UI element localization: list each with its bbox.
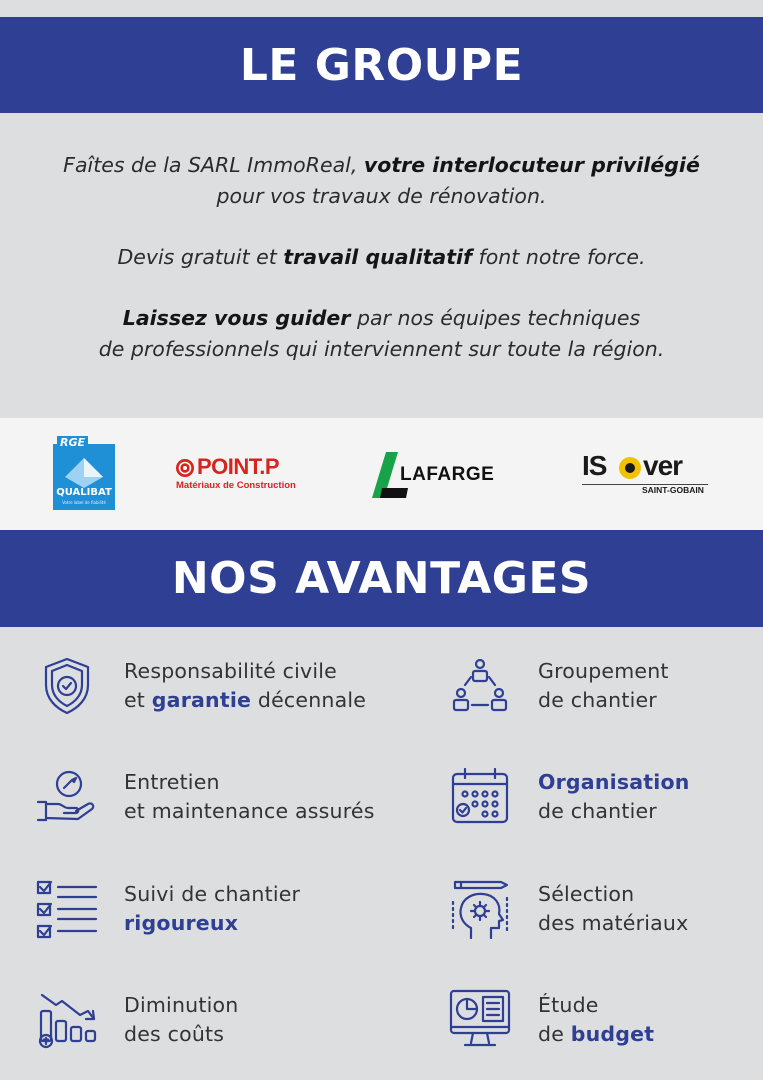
lafarge-name: LAFARGE — [400, 464, 495, 485]
advantage-budget-text: Étude de budget — [538, 993, 655, 1046]
advantage-responsabilite — [36, 655, 376, 717]
advantage-selection — [449, 878, 729, 940]
checklist-icon — [36, 878, 98, 940]
calendar-icon — [449, 766, 511, 828]
pointp-name: POINT.P — [197, 454, 280, 479]
advantage-budget — [449, 989, 729, 1051]
isover-name-start: IS — [582, 450, 607, 481]
cost-decrease-icon — [36, 989, 98, 1051]
le-groupe-title: LE GROUPE — [239, 39, 524, 91]
advantage-organisation — [449, 766, 729, 828]
pointp-emblem-icon — [175, 458, 195, 478]
advantage-suivi-text: Suivi de chantier rigoureux — [124, 882, 301, 935]
le-groupe-banner — [0, 17, 763, 113]
qualibat-logo — [53, 436, 115, 510]
advantage-entretien — [36, 766, 396, 828]
isover-tagline: SAINT-GOBAIN — [642, 485, 704, 495]
advantage-entretien-text: Entretien et maintenance assurés — [124, 770, 375, 823]
advantage-diminution — [36, 989, 376, 1051]
advantage-groupement — [449, 655, 729, 717]
intro-text — [0, 150, 763, 395]
lafarge-logo — [372, 452, 514, 500]
qualibat-tagline: Votre label de fiabilité — [62, 500, 106, 505]
head-gear-icon — [449, 878, 511, 940]
shield-check-icon — [36, 655, 98, 717]
budget-monitor-icon — [449, 989, 511, 1051]
advantage-suivi — [36, 878, 376, 940]
advantage-groupement-text: Groupement de chantier — [538, 659, 669, 712]
team-network-icon — [449, 655, 511, 717]
pointp-logo — [175, 456, 311, 496]
intro-paragraph-3: Laissez vous guider par nos équipes techniques de professionnels qui interviennent sur toute la région. — [98, 306, 665, 361]
isover-logo — [582, 450, 712, 498]
isover-sun-icon — [618, 456, 642, 480]
qualibat-name: QUALIBAT — [56, 487, 112, 498]
advantage-selection-text: Sélection des matériaux — [538, 882, 689, 935]
partner-logos-band — [0, 418, 763, 530]
advantage-organisation-text: Organisation de chantier — [538, 770, 690, 823]
intro-paragraph-2: Devis gratuit et travail qualitatif font notre force. — [117, 245, 646, 269]
nos-avantages-banner — [0, 530, 763, 627]
pointp-tagline: Matériaux de Construction — [176, 480, 296, 491]
isover-name-end: ver — [643, 450, 683, 481]
qualibat-rge-badge: RGE — [57, 436, 88, 449]
advantage-diminution-text: Diminution des coûts — [124, 993, 239, 1046]
hand-wrench-icon — [36, 766, 98, 828]
nos-avantages-title: NOS AVANTAGES — [171, 553, 592, 604]
advantage-responsabilite-text: Responsabilité civile et garantie décennale — [124, 659, 367, 712]
intro-paragraph-1: Faîtes de la SARL ImmoReal, votre interlocuteur privilégié pour vos travaux de rénovation. — [63, 153, 700, 208]
